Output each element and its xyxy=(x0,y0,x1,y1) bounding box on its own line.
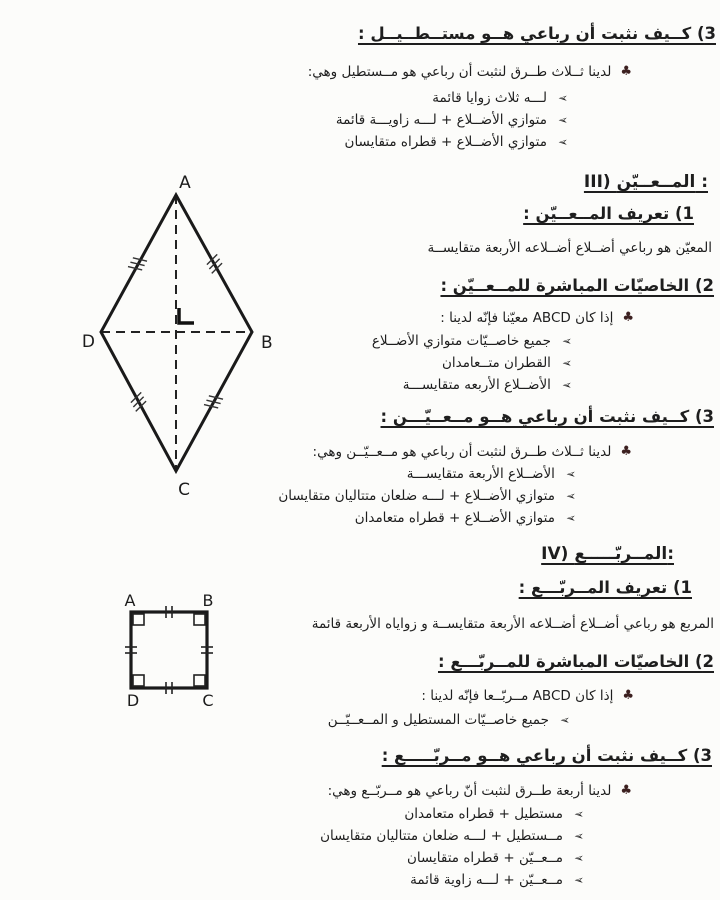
square-outline xyxy=(131,612,207,688)
list-item-text: مــستطيل + لـــه ضلعان متتاليان متقايسان xyxy=(320,828,563,844)
list-item xyxy=(403,377,572,394)
list-item-text: متوازي الأضــلاع + لـــه ضلعان متتاليان متقايسان xyxy=(278,488,555,504)
flower-bullet-icon: ♣ xyxy=(620,783,632,798)
list-item xyxy=(320,828,584,845)
right-angle-mark xyxy=(133,614,144,625)
list-item-text: جميع خاصــيّات متوازي الأضــلاع xyxy=(371,333,551,349)
arrow-bullet-icon: ➢ xyxy=(561,334,572,348)
list-item-text: القطران متــعامدان xyxy=(441,355,551,371)
square-def-heading: 1) تعريف المــربّـــع : xyxy=(518,578,692,597)
arrow-bullet-icon: ➢ xyxy=(557,113,568,127)
arrow-bullet-icon: ➢ xyxy=(559,713,570,727)
arrow-bullet-icon: ➢ xyxy=(573,807,584,821)
vertex-label-d: D xyxy=(126,691,140,710)
right-angle-mark xyxy=(194,614,205,625)
right-angle-mark xyxy=(194,675,205,686)
square-def-text: المربع هو رباعي أضــلاع أضــلاعه الأربعة متقايســة و زواياه الأربعة قائمة xyxy=(311,616,714,632)
rhombus-howto-heading: 3) كــيف نثبت أن رباعي هــو مــعــيّـــن : xyxy=(380,407,714,426)
arrow-bullet-icon: ➢ xyxy=(573,851,584,865)
list-item xyxy=(328,712,570,729)
tick-marks xyxy=(205,254,224,273)
arrow-bullet-icon: ➢ xyxy=(557,135,568,149)
square-props-heading: 2) الخاصيّات المباشرة للمــربّـــع : xyxy=(438,652,714,671)
vertex-label-a: A xyxy=(179,173,191,193)
list-item-text: لـــه ثلاث زوايا قائمة xyxy=(432,90,547,106)
arrow-bullet-icon: ➢ xyxy=(561,378,572,392)
list-item-text: مــعــيّن + قطراه متقايسان xyxy=(406,850,563,866)
square-howto-intro-text: لدينا أربعة طــرق لنثبت أنّ رباعي هو مــربّــع وهي: xyxy=(327,783,612,799)
square-props-intro xyxy=(421,688,634,705)
list-item-text: الأضــلاع الأربعه متقايســـة xyxy=(402,377,551,393)
square-figure xyxy=(88,578,252,722)
vertex-label-c: C xyxy=(202,691,214,710)
list-item-text: متوازي الأضــلاع + قطراه متعامدان xyxy=(354,510,555,526)
list-item-text: مــعــيّن + لـــه زاوية قائمة xyxy=(410,872,563,888)
rhombus-def-heading: 1) تعريف المــعــيّن : xyxy=(523,204,694,223)
right-angle-mark xyxy=(179,308,194,323)
list-item xyxy=(345,134,568,151)
list-item-text: الأضــلاع الأربعة متقايســـة xyxy=(406,466,555,482)
vertex-label-b: B xyxy=(261,333,273,353)
rhombus-howto-intro xyxy=(313,444,632,461)
rhombus-props-intro-text: إذا كان ABCD معيّنا فإنّه لدينا : xyxy=(440,310,614,326)
vertex-label-a: A xyxy=(124,591,136,610)
flower-bullet-icon: ♣ xyxy=(622,688,634,703)
list-item-text: مستطيل + قطراه متعامدان xyxy=(404,806,563,822)
vertex-label-c: C xyxy=(178,480,190,500)
list-item xyxy=(410,872,584,889)
tick-marks xyxy=(128,254,147,273)
flower-bullet-icon: ♣ xyxy=(620,64,632,79)
square-howto-intro xyxy=(328,783,632,800)
list-item xyxy=(355,510,576,527)
square-props-intro-text: إذا كان ABCD مــربّــعا فإنّه لدينا : xyxy=(421,688,614,704)
rhombus-props-heading: 2) الخاصيّات المباشرة للمــعــيّن : xyxy=(440,276,714,295)
arrow-bullet-icon: ➢ xyxy=(561,356,572,370)
rhombus-figure xyxy=(58,168,282,504)
tick-marks xyxy=(204,392,223,411)
square-howto-heading: 3) كــيف نثبت أن رباعي هــو مــربّـــــع : xyxy=(381,746,712,765)
arrow-bullet-icon: ➢ xyxy=(557,91,568,105)
flower-bullet-icon: ♣ xyxy=(620,444,632,459)
vertex-label-b: B xyxy=(202,591,214,610)
rhombus-howto-intro-text: لدينا ثــلاث طــرق لنثبت أن رباعي هو مــعــيّــن وهي: xyxy=(312,444,612,460)
rectangle-howto-heading: 3) كــيف نثبت أن رباعي هــو مستــطــيــل : xyxy=(357,24,716,43)
rhombus-props-intro xyxy=(440,310,634,327)
list-item xyxy=(336,112,568,129)
list-item-text: متوازي الأضــلاع + لـــه زاويـــة قائمة xyxy=(335,112,547,128)
arrow-bullet-icon: ➢ xyxy=(573,873,584,887)
flower-bullet-icon: ♣ xyxy=(622,310,634,325)
list-item xyxy=(404,806,584,823)
arrow-bullet-icon: ➢ xyxy=(565,489,576,503)
rectangle-howto-intro xyxy=(308,64,632,81)
list-item-text: جميع خاصــيّات المستطيل و المــعــيّــن xyxy=(327,712,549,728)
arrow-bullet-icon: ➢ xyxy=(565,511,576,525)
list-item xyxy=(278,488,576,505)
rhombus-title: III) المــعــيّن : xyxy=(583,172,708,192)
vertex-label-d: D xyxy=(81,332,95,352)
list-item xyxy=(407,466,576,483)
list-item-text: متوازي الأضــلاع + قطراه متقايسان xyxy=(344,134,547,150)
rhombus-def-text: المعيّن هو رباعي أضــلاع أضــلاعه الأربعة متقايســة xyxy=(427,240,712,256)
square-title: IV) المــربّـــــع: xyxy=(541,544,674,564)
list-item xyxy=(432,90,568,107)
arrow-bullet-icon: ➢ xyxy=(573,829,584,843)
list-item xyxy=(372,333,572,350)
right-angle-mark xyxy=(133,675,144,686)
rectangle-howto-intro-text: لدينا ثــلاث طــرق لنثبت أن رباعي هو مــستطيل وهي: xyxy=(307,64,612,80)
arrow-bullet-icon: ➢ xyxy=(565,467,576,481)
list-item xyxy=(442,355,572,372)
tick-marks xyxy=(129,392,148,411)
list-item xyxy=(407,850,584,867)
